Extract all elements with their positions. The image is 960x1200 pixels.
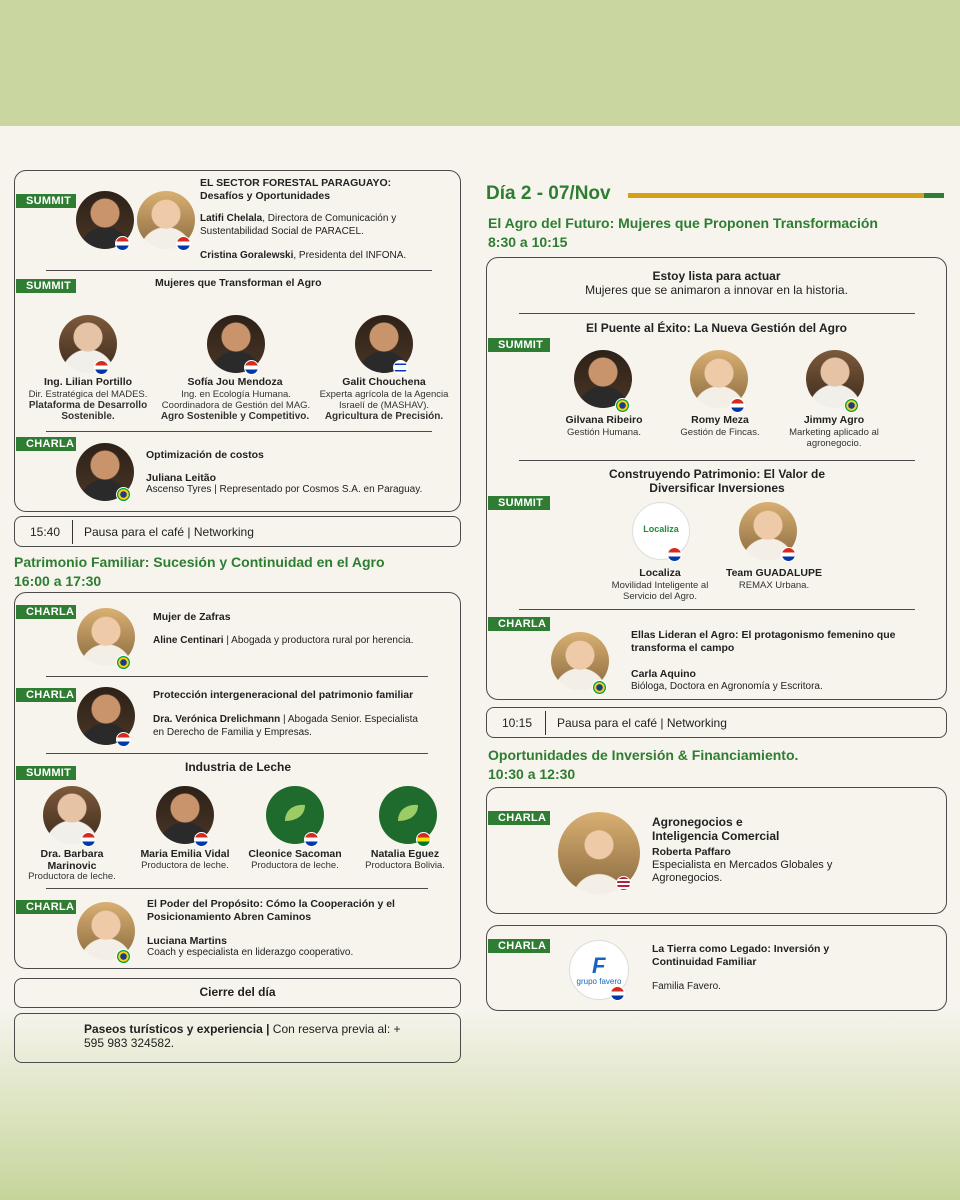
speaker-role: Productora de leche.: [251, 860, 339, 871]
pause-separator: [545, 711, 546, 735]
favero-f-icon: F: [592, 953, 606, 978]
pause-time: 10:15: [502, 716, 533, 730]
speaker-role: REMAX Urbana.: [738, 580, 810, 591]
charla-tag: CHARLA: [488, 811, 550, 825]
speaker-role: Productora Bolivia.: [365, 860, 445, 871]
speaker-role: Gestión Humana.: [567, 427, 641, 438]
pause-text: Pausa para el café | Networking: [557, 716, 727, 730]
flag-brazil-icon: [844, 398, 859, 413]
flag-paraguay-icon: [116, 732, 131, 747]
summit-title: El Puente al Éxito: La Nueva Gestión del Agro: [586, 321, 847, 335]
charla-desc: Aline Centinari | Abogada y productora rural por herencia.: [153, 635, 414, 646]
closing-text: Cierre del día: [199, 985, 276, 999]
charla-title: Mujer de Zafras: [153, 611, 231, 623]
flag-paraguay-icon: [115, 236, 130, 251]
tours-text: Paseos turísticos y experiencia | Con reserva previa al: + 595 983 324582.: [84, 1022, 401, 1050]
speaker-name: Sofía Jou Mendoza: [187, 376, 283, 388]
charla-title: Optimización de costos: [146, 449, 264, 461]
charla-tag: CHARLA: [488, 617, 550, 631]
speaker-topic: Agricultura de Precisión.: [324, 411, 444, 422]
flag-paraguay-icon: [94, 360, 109, 375]
flag-paraguay-icon: [667, 547, 682, 562]
day-accent-bar: [628, 193, 924, 198]
summit1-speaker1: Latifi Chelala, Directora de Comunicación y Sustentabilidad Social de PARACEL.: [200, 213, 397, 237]
summit-title: Construyendo Patrimonio: El Valor de Diversificar Inversiones: [608, 467, 826, 495]
divider: [519, 313, 915, 314]
localiza-logo-text: Localiza: [643, 524, 679, 534]
speaker-role: Productora de leche.: [141, 860, 229, 871]
section-time: 8:30 a 10:15: [488, 234, 568, 250]
speaker-name: Team GUADALUPE: [725, 567, 823, 579]
section-heading: El Agro del Futuro: Mujeres que Proponen Transformación: [488, 215, 878, 231]
charla-speaker: Juliana Leitão: [146, 472, 217, 484]
charla-speaker: Luciana Martins: [147, 935, 227, 947]
flag-paraguay-icon: [781, 547, 796, 562]
charla-tag: CHARLA: [16, 688, 76, 702]
flag-paraguay-icon: [610, 986, 625, 1001]
divider: [46, 431, 432, 432]
speaker-name: Jimmy Agro: [803, 414, 865, 426]
charla-title: Ellas Lideran el Agro: El protagonismo femenino que transforma el campo: [631, 629, 896, 654]
summit-tag: SUMMIT: [16, 766, 76, 780]
flag-paraguay-icon: [176, 236, 191, 251]
summit1-speaker2: Cristina Goralewski, Presidenta del INFONA.: [200, 250, 407, 261]
charla-desc: Dra. Verónica Drelichmann | Abogada Senior. Especialista en Derecho de Familia y Empresas.: [153, 714, 418, 738]
summit1-title: EL SECTOR FORESTAL PARAGUAYO:: [200, 177, 392, 189]
speaker-name: Localiza: [639, 567, 681, 579]
flag-brazil-icon: [116, 655, 131, 670]
charla-title: Agronegocios e Inteligencia Comercial: [652, 815, 780, 843]
flag-paraguay-icon: [81, 832, 96, 847]
speaker-name: Ing. Lilian Portillo: [43, 376, 133, 388]
speaker-role: Gestión de Fincas.: [680, 427, 760, 438]
summit-title: Industria de Leche: [185, 760, 292, 774]
charla-tag: CHARLA: [16, 437, 76, 451]
summit-tag: SUMMIT: [16, 279, 76, 293]
speaker-name: Galit Chouchena: [342, 376, 426, 388]
flag-brazil-icon: [116, 949, 131, 964]
charla-tag: CHARLA: [488, 939, 550, 953]
divider: [46, 753, 428, 754]
divider: [46, 888, 428, 889]
section-time: 16:00 a 17:30: [14, 573, 102, 589]
divider: [46, 676, 428, 677]
divider: [519, 609, 915, 610]
intro-subtitle: Mujeres que se animaron a innovar en la historia.: [585, 283, 848, 297]
summit1-subtitle: Desafíos y Oportunidades: [200, 190, 331, 202]
intro-title: Estoy lista para actuar: [652, 269, 781, 283]
speaker-name: Gilvana Ribeiro: [565, 414, 643, 426]
speaker-name: Dra. Barbara Marinovic: [40, 848, 104, 872]
section-heading: Oportunidades de Inversión & Financiamiento.: [488, 747, 799, 763]
pause-separator: [72, 520, 73, 544]
section-time: 10:30 a 12:30: [488, 766, 576, 782]
flag-paraguay-icon: [244, 360, 259, 375]
charla-speaker: Carla Aquino: [631, 668, 696, 680]
speaker-name: Maria Emilia Vidal: [140, 848, 230, 860]
charla-desc: Bióloga, Doctora en Agronomía y Escritora.: [631, 681, 823, 692]
charla-desc: Coach y especialista en liderazgo cooperativo.: [147, 947, 354, 958]
flag-brazil-icon: [116, 487, 131, 502]
day-heading: Día 2 - 07/Nov: [486, 183, 611, 204]
flag-usa-icon: [616, 876, 631, 891]
section-heading: Patrimonio Familiar: Sucesión y Continuidad en el Agro: [14, 554, 385, 570]
speaker-role: Experta agrícola de la Agencia Israelí de (MASHAV).: [319, 389, 449, 411]
speaker-name: Romy Meza: [691, 414, 749, 426]
charla-desc: Especialista en Mercados Globales y Agronegocios.: [652, 859, 833, 884]
speaker-name: Natalia Eguez: [370, 848, 440, 860]
flag-israel-icon: [393, 360, 408, 375]
summit2-title: Mujeres que Transforman el Agro: [155, 277, 322, 289]
speaker-role: Productora de leche.: [28, 871, 116, 882]
speaker-name: Cleonice Sacoman: [248, 848, 342, 860]
summit-tag: SUMMIT: [488, 338, 550, 352]
flag-bolivia-icon: [416, 832, 431, 847]
charla-speaker: Roberta Paffaro: [652, 846, 731, 858]
summit-tag: SUMMIT: [488, 496, 550, 510]
leaf-icon: [283, 803, 307, 823]
charla-title: Protección intergeneracional del patrimonio familiar: [153, 689, 414, 701]
speaker-role: Dir. Estratégica del MADES.: [28, 389, 148, 400]
charla-tag: CHARLA: [16, 900, 76, 914]
flag-paraguay-icon: [304, 832, 319, 847]
speaker-role: Movilidad Inteligente al Servicio del Agro.: [611, 580, 709, 602]
speaker-role: Ing. en Ecología Humana. Coordinadora de Gestión del MAG.: [161, 389, 311, 411]
speaker-topic: Agro Sostenible y Competitivo.: [160, 411, 310, 422]
favero-logo-text: grupo favero: [576, 977, 622, 986]
charla-title: El Poder del Propósito: Cómo la Cooperación y el Posicionamiento Abren Caminos: [147, 898, 395, 923]
top-band: [0, 0, 960, 126]
charla-desc: Familia Favero.: [652, 981, 721, 992]
speaker-role: Marketing aplicado al agronegocio.: [789, 427, 879, 449]
speaker-topic: Plataforma de Desarrollo Sostenible.: [28, 400, 148, 422]
flag-paraguay-icon: [730, 398, 745, 413]
pause-text: Pausa para el café | Networking: [84, 525, 254, 539]
charla-title: La Tierra como Legado: Inversión y Continuidad Familiar: [652, 943, 830, 968]
leaf-icon: [396, 803, 420, 823]
flag-brazil-icon: [592, 680, 607, 695]
charla-tag: CHARLA: [16, 605, 76, 619]
summit-tag: SUMMIT: [16, 194, 76, 208]
charla-desc: Ascenso Tyres | Representado por Cosmos S.A. en Paraguay.: [146, 484, 423, 495]
day-accent-bar-end: [924, 193, 944, 198]
divider: [519, 460, 915, 461]
flag-paraguay-icon: [194, 832, 209, 847]
flag-brazil-icon: [615, 398, 630, 413]
divider: [46, 270, 432, 271]
pause-time: 15:40: [30, 525, 61, 539]
